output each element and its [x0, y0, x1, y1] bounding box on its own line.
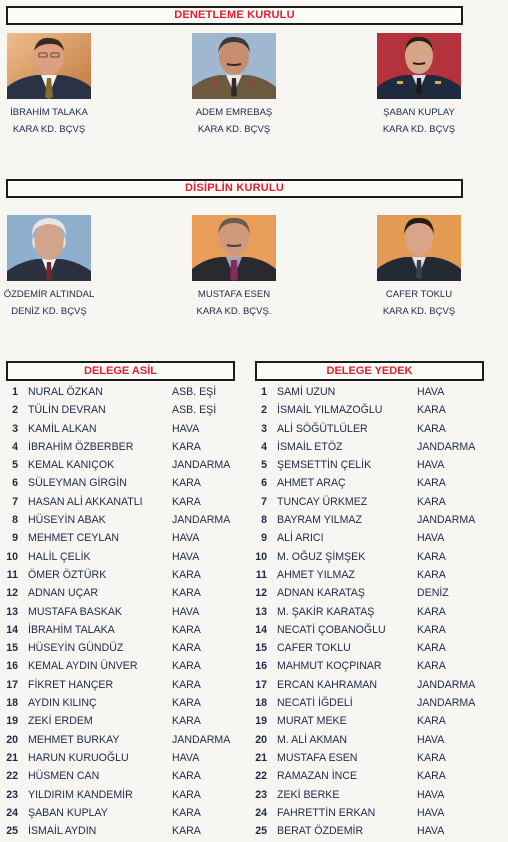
row-branch: HAVA: [417, 386, 445, 398]
list-item: [0, 731, 250, 749]
list-item: [0, 657, 250, 675]
row-name: HASAN ALİ AKKANATLI: [28, 495, 143, 508]
row-name: MUSTAFA ESEN: [277, 751, 358, 764]
row-branch: KARA: [417, 751, 446, 764]
list-item: [249, 822, 507, 840]
list-item: [249, 786, 507, 804]
member-rank: KARA KD. BÇVŞ: [197, 124, 271, 135]
row-name: ŞABAN KUPLAY: [28, 806, 108, 819]
row-name: AHMET ARAÇ: [277, 477, 346, 490]
row-number: 14: [6, 623, 18, 636]
row-name: HÜSEYİN ABAK: [28, 514, 106, 527]
row-branch: HAVA: [172, 532, 200, 545]
row-name: ZEKİ BERKE: [277, 788, 340, 801]
row-branch: KARA: [172, 660, 201, 673]
row-branch: KARA: [417, 495, 446, 508]
list-item: [249, 511, 507, 529]
row-branch: KARA: [172, 642, 201, 655]
row-name: İBRAHİM ÖZBERBER: [28, 440, 134, 453]
row-name: YILDIRIM KANDEMİR: [28, 788, 133, 801]
row-number: 23: [255, 788, 267, 801]
member-card: [0, 215, 104, 317]
row-branch: HAVA: [172, 751, 200, 764]
row-number: 24: [255, 806, 267, 819]
delege-asil-list: [0, 383, 250, 840]
row-branch: JANDARMA: [417, 697, 476, 710]
row-name: NECATİ İĞDELİ: [277, 697, 353, 710]
row-number: 7: [12, 495, 18, 508]
list-item: [249, 438, 507, 456]
list-item: [249, 676, 507, 694]
member-name: İBRAHİM TALAKA: [10, 107, 88, 118]
row-branch: JANDARMA: [172, 733, 231, 746]
row-number: 10: [6, 550, 18, 563]
row-number: 4: [12, 440, 18, 453]
member-card: [179, 33, 289, 135]
row-number: 11: [6, 568, 18, 581]
member-photo: [7, 33, 91, 99]
list-item: [0, 804, 250, 822]
row-number: 2: [12, 404, 18, 417]
list-item: [249, 529, 507, 547]
row-branch: KARA: [172, 623, 201, 636]
list-item: [0, 639, 250, 657]
row-number: 10: [255, 550, 267, 563]
row-branch: KARA: [417, 568, 446, 581]
list-item: [0, 694, 250, 712]
row-branch: KARA: [417, 642, 446, 655]
row-number: 20: [255, 733, 267, 746]
row-number: 15: [6, 642, 18, 655]
list-item: [0, 712, 250, 730]
row-branch: HAVA: [172, 605, 200, 618]
list-item: [249, 474, 507, 492]
row-name: FAHRETTİN ERKAN: [277, 806, 376, 819]
list-item: [0, 767, 250, 785]
row-branch: JANDARMA: [417, 440, 476, 453]
list-item: [249, 493, 507, 511]
row-branch: KARA: [172, 587, 201, 600]
row-number: 17: [6, 678, 18, 691]
list-item: [0, 548, 250, 566]
delege-yedek-heading: DELEGE YEDEK: [255, 361, 484, 381]
member-card: [364, 33, 474, 135]
row-branch: HAVA: [417, 788, 445, 801]
row-number: 23: [6, 788, 18, 801]
row-number: 12: [6, 587, 18, 600]
row-number: 11: [255, 568, 267, 581]
member-name: MUSTAFA ESEN: [197, 289, 271, 300]
row-number: 5: [261, 459, 267, 472]
row-number: 9: [261, 532, 267, 545]
member-name: ÖZDEMİR ALTINDAL: [3, 289, 95, 300]
row-number: 6: [12, 477, 18, 490]
row-branch: KARA: [417, 770, 446, 783]
list-item: [249, 566, 507, 584]
list-item: [249, 621, 507, 639]
disiplin-heading: DİSİPLİN KURULU: [6, 179, 463, 198]
row-number: 18: [255, 697, 267, 710]
row-number: 16: [6, 660, 18, 673]
row-name: KEMAL AYDIN ÜNVER: [28, 660, 138, 673]
list-item: [0, 822, 250, 840]
row-name: MUSTAFA BASKAK: [28, 605, 122, 618]
list-item: [0, 493, 250, 511]
row-branch: HAVA: [172, 422, 200, 435]
denetleme-heading: DENETLEME KURULU: [6, 6, 463, 25]
row-branch: KARA: [172, 477, 201, 490]
row-branch: KARA: [172, 568, 201, 581]
row-name: ŞEMSETTİN ÇELİK: [277, 459, 372, 472]
list-item: [0, 401, 250, 419]
row-branch: KARA: [172, 715, 201, 728]
row-number: 6: [261, 477, 267, 490]
row-branch: KARA: [172, 770, 201, 783]
row-name: İSMAİL AYDIN: [28, 825, 97, 838]
row-name: ALİ ARICI: [277, 532, 324, 545]
row-name: CAFER TOKLU: [277, 642, 351, 655]
row-name: RAMAZAN İNCE: [277, 770, 358, 783]
row-number: 25: [6, 825, 18, 838]
list-item: [249, 639, 507, 657]
list-item: [249, 548, 507, 566]
row-number: 18: [6, 697, 18, 710]
row-name: ADNAN UÇAR: [28, 587, 99, 600]
member-photo: [192, 33, 276, 99]
row-number: 1: [12, 386, 18, 398]
row-branch: KARA: [172, 440, 201, 453]
row-branch: KARA: [417, 715, 446, 728]
member-rank: KARA KD. BÇVŞ: [382, 124, 456, 135]
row-number: 2: [261, 404, 267, 417]
row-branch: KARA: [172, 806, 201, 819]
row-branch: HAVA: [417, 532, 445, 545]
member-name: ŞABAN KUPLAY: [383, 107, 455, 118]
list-item: [249, 603, 507, 621]
row-number: 8: [12, 514, 18, 527]
member-rank: KARA KD. BÇVŞ: [12, 124, 86, 135]
row-name: M. OĞUZ ŞİMŞEK: [277, 550, 366, 563]
row-branch: KARA: [417, 623, 446, 636]
row-branch: KARA: [172, 678, 201, 691]
row-branch: HAVA: [417, 459, 445, 472]
row-number: 7: [261, 495, 267, 508]
row-branch: KARA: [417, 605, 446, 618]
list-item: [0, 749, 250, 767]
member-card: [0, 33, 104, 135]
row-branch: JANDARMA: [417, 678, 476, 691]
row-branch: HAVA: [417, 733, 445, 746]
row-number: 4: [261, 440, 267, 453]
row-name: TÜLİN DEVRAN: [28, 404, 106, 417]
row-name: ALİ SÖĞÜTLÜLER: [277, 422, 368, 435]
row-branch: DENİZ: [417, 587, 449, 600]
row-name: BERAT ÖZDEMİR: [277, 825, 364, 838]
row-number: 20: [6, 733, 18, 746]
row-name: BAYRAM YILMAZ: [277, 514, 362, 527]
row-number: 8: [261, 514, 267, 527]
row-branch: KARA: [417, 550, 446, 563]
list-item: [0, 584, 250, 602]
list-item: [0, 420, 250, 438]
member-photo: [377, 33, 461, 99]
row-name: FİKRET HANÇER: [28, 678, 114, 691]
row-name: AYDIN KILINÇ: [28, 697, 97, 710]
row-name: M. ALİ AKMAN: [277, 733, 348, 746]
row-branch: KARA: [172, 495, 201, 508]
list-item: [249, 657, 507, 675]
row-name: HÜSEYİN GÜNDÜZ: [28, 642, 124, 655]
list-item: [249, 749, 507, 767]
row-name: İSMAİL YILMAZOĞLU: [277, 404, 383, 417]
row-branch: HAVA: [172, 550, 200, 563]
list-item: [0, 676, 250, 694]
list-item: [0, 438, 250, 456]
row-branch: ASB. EŞİ: [172, 386, 217, 398]
row-name: İBRAHİM TALAKA: [28, 623, 115, 636]
list-item: [249, 420, 507, 438]
row-name: HÜSMEN CAN: [28, 770, 100, 783]
row-branch: KARA: [417, 477, 446, 490]
row-name: ADNAN KARATAŞ: [277, 587, 365, 600]
row-number: 3: [12, 422, 18, 435]
row-branch: HAVA: [417, 806, 445, 819]
row-number: 1: [261, 386, 267, 398]
row-branch: JANDARMA: [417, 514, 476, 527]
row-name: NECATİ ÇOBANOĞLU: [277, 623, 386, 636]
list-item: [0, 603, 250, 621]
member-name: ADEM EMREBAŞ: [195, 107, 273, 118]
row-branch: ASB. EŞİ: [172, 404, 217, 417]
row-name: NURAL ÖZKAN: [28, 386, 103, 398]
row-number: 21: [6, 751, 18, 764]
member-name: CAFER TOKLU: [385, 289, 453, 300]
list-item: [0, 511, 250, 529]
row-name: MAHMUT KOÇPINAR: [277, 660, 382, 673]
row-branch: JANDARMA: [172, 514, 231, 527]
row-name: İSMAİL ETÖZ: [277, 440, 343, 453]
row-number: 14: [255, 623, 267, 636]
row-branch: KARA: [417, 422, 446, 435]
member-rank: DENİZ KD. BÇVŞ: [11, 306, 87, 317]
row-name: KEMAL KANIÇOK: [28, 459, 115, 472]
row-number: 19: [6, 715, 18, 728]
row-branch: KARA: [172, 697, 201, 710]
list-item: [249, 712, 507, 730]
row-name: AHMET YILMAZ: [277, 568, 355, 581]
list-item: [0, 621, 250, 639]
list-item: [249, 383, 507, 401]
delege-yedek-list: [249, 383, 507, 840]
row-name: KAMİL ALKAN: [28, 422, 97, 435]
row-number: 15: [255, 642, 267, 655]
row-name: TUNCAY ÜRKMEZ: [277, 495, 368, 508]
row-name: MEHMET CEYLAN: [28, 532, 120, 545]
row-number: 12: [255, 587, 267, 600]
row-name: ÖMER ÖZTÜRK: [28, 568, 107, 581]
list-item: [249, 767, 507, 785]
row-name: HARUN KURUOĞLU: [28, 751, 129, 764]
row-number: 25: [255, 825, 267, 838]
row-name: HALİL ÇELİK: [28, 550, 91, 563]
row-number: 16: [255, 660, 267, 673]
row-number: 5: [12, 459, 18, 472]
row-number: 19: [255, 715, 267, 728]
list-item: [249, 731, 507, 749]
list-item: [249, 456, 507, 474]
row-branch: HAVA: [417, 825, 445, 838]
list-item: [0, 383, 250, 401]
list-item: [0, 566, 250, 584]
row-number: 22: [255, 770, 267, 783]
list-item: [0, 529, 250, 547]
row-number: 13: [255, 605, 267, 618]
row-number: 13: [6, 605, 18, 618]
row-branch: JANDARMA: [172, 459, 231, 472]
row-number: 17: [255, 678, 267, 691]
member-card: [179, 215, 289, 317]
delege-asil-heading: DELEGE ASİL: [6, 361, 235, 381]
row-number: 24: [6, 806, 18, 819]
list-item: [249, 694, 507, 712]
row-number: 9: [12, 532, 18, 545]
list-item: [0, 456, 250, 474]
member-photo: [7, 215, 91, 281]
row-name: ERCAN KAHRAMAN: [277, 678, 378, 691]
row-number: 21: [255, 751, 267, 764]
row-branch: KARA: [172, 788, 201, 801]
member-rank: KARA KD. BÇVŞ: [382, 306, 456, 317]
member-rank: KARA KD. BÇVŞ.: [196, 306, 272, 317]
list-item: [249, 584, 507, 602]
row-name: M. ŞAKİR KARATAŞ: [277, 605, 375, 618]
row-branch: KARA: [417, 660, 446, 673]
row-name: MURAT MEKE: [277, 715, 347, 728]
member-photo: [377, 215, 461, 281]
row-name: ZEKİ ERDEM: [28, 715, 93, 728]
row-number: 22: [6, 770, 18, 783]
row-name: MEHMET BURKAY: [28, 733, 120, 746]
list-item: [249, 804, 507, 822]
member-card: [364, 215, 474, 317]
list-item: [0, 786, 250, 804]
row-branch: KARA: [172, 825, 201, 838]
row-number: 3: [261, 422, 267, 435]
member-photo: [192, 215, 276, 281]
list-item: [249, 401, 507, 419]
row-branch: KARA: [417, 404, 446, 417]
row-name: SÜLEYMAN GİRGİN: [28, 477, 127, 490]
row-name: SAMİ UZUN: [277, 386, 336, 398]
list-item: [0, 474, 250, 492]
